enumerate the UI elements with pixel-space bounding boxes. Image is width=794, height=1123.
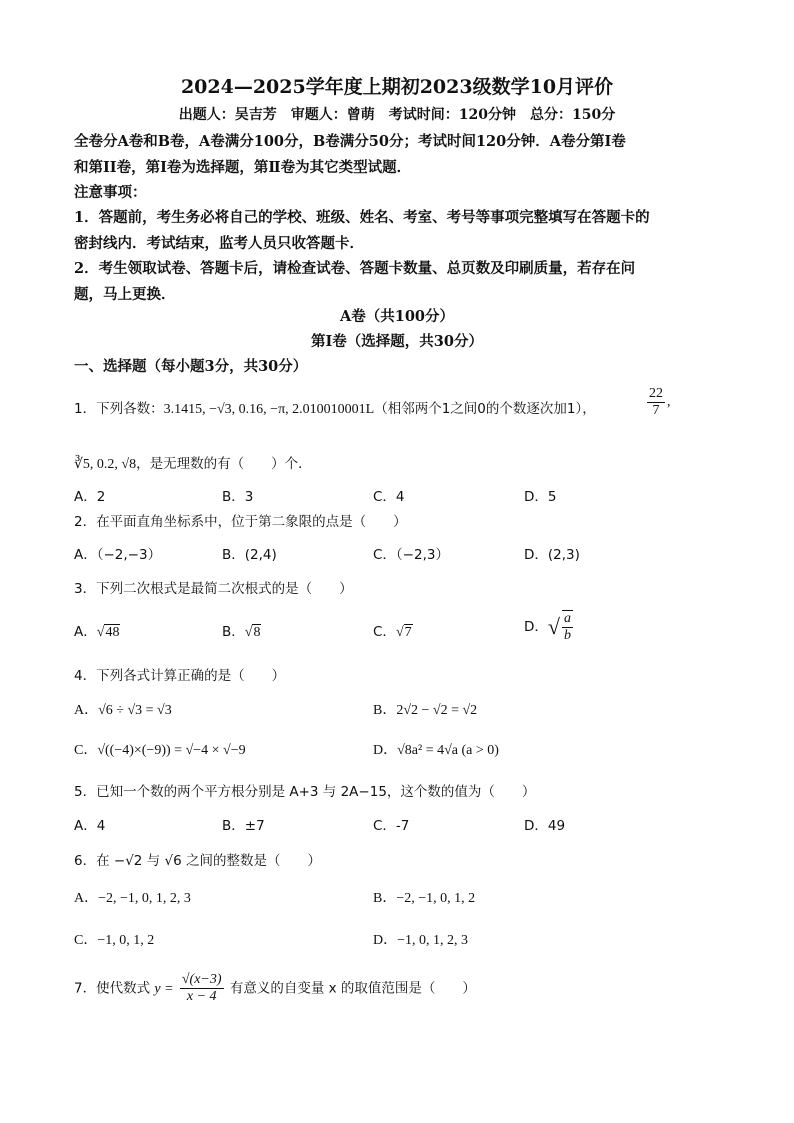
- q1-option-c[interactable]: C．4: [373, 489, 405, 505]
- q5-option-c[interactable]: C．-7: [373, 818, 410, 834]
- q6-option-d[interactable]: D．−1, 0, 1, 2, 3: [373, 933, 469, 948]
- q1-option-a[interactable]: A．2: [74, 489, 106, 505]
- q7-prefix: 7．使代数式: [74, 980, 151, 997]
- q4-option-b[interactable]: B．2√2 − √2 = √2: [373, 703, 478, 718]
- q5-option-d[interactable]: D．49: [524, 818, 566, 834]
- q3-option-c-label: C．: [373, 624, 396, 640]
- q1-line2-math: ∛5, 0.2, √8: [74, 457, 137, 472]
- q5-option-b[interactable]: B．±7: [222, 818, 265, 834]
- q3-option-a[interactable]: A．√48: [74, 624, 120, 640]
- q3-option-b[interactable]: B．√8: [222, 624, 261, 640]
- q2-option-b[interactable]: B．(2,4): [222, 547, 277, 563]
- q1-list: 3.1415, −√3, 0.16, −π, 2.010010001L: [163, 402, 375, 417]
- q1-frac-den: 7: [652, 403, 660, 418]
- q5-stem: 5．已知一个数的两个平方根分别是 A+3 与 2A−15，这个数的值为（ ）: [74, 784, 536, 800]
- section-heading: 一、选择题（每小题3分，共30分）: [74, 358, 308, 375]
- q6-stem: 6．在 −√2 与 √6 之间的整数是（ ）: [74, 853, 321, 869]
- paper-a-heading: A卷（共100分）: [339, 308, 455, 325]
- q7-stem: [74, 972, 476, 1005]
- q7-lhs: y =: [154, 981, 174, 997]
- q3-option-b-radicand: 8: [253, 625, 261, 640]
- q1-frac-num: 22: [649, 386, 663, 401]
- q7-suffix: 有意义的自变量 x 的取值范围是（ ）: [229, 980, 476, 997]
- notice-title: 注意事项：: [74, 184, 147, 201]
- q1-option-d[interactable]: D．5: [524, 489, 557, 505]
- q7-numerator: √(x−3): [181, 972, 222, 987]
- q3-option-a-radicand: 48: [105, 625, 120, 640]
- q4-stem: 4．下列各式计算正确的是（ ）: [74, 668, 286, 684]
- q2-option-d[interactable]: D．(2,3): [524, 547, 580, 563]
- exam-meta: 出题人：吴吉芳 审题人：曾萌 考试时间：120分钟 总分：150分: [178, 107, 616, 123]
- intro-line-1: 全卷分A卷和B卷，A卷满分100分，B卷满分50分；考试时间120分钟．A卷分第Ⅰ卷: [74, 133, 626, 150]
- notice-2a: 2．考生领取试卷、答题卡后，请检查试卷、答题卡数量、总页数及印刷质量，若存在问: [74, 260, 636, 277]
- q3-option-c[interactable]: C．√7: [373, 624, 412, 640]
- q4-option-a[interactable]: A．√6 ÷ √3 = √3: [74, 703, 172, 718]
- q3-option-d-num: a: [563, 611, 571, 626]
- q3-option-d-label: D．: [524, 619, 548, 635]
- q3-stem: 3．下列二次根式是最简二次根式的是（ ）: [74, 581, 353, 597]
- q3-option-d[interactable]: D．√ $\frac{a}{b}$: [524, 611, 571, 643]
- q6-option-c[interactable]: C．−1, 0, 1, 2: [74, 933, 155, 948]
- exam-title: 2024—2025学年度上期初2023级数学10月评价: [180, 76, 614, 98]
- q2-option-a[interactable]: A．（−2,−3）: [74, 547, 162, 563]
- q3-option-c-radicand: 7: [404, 625, 412, 640]
- q2-option-c[interactable]: C．（−2,3）: [373, 547, 449, 563]
- q3-option-d-den: b: [563, 628, 571, 643]
- q6-option-a[interactable]: A．−2, −1, 0, 1, 2, 3: [74, 891, 191, 906]
- q6-option-b[interactable]: B．−2, −1, 0, 1, 2: [373, 891, 476, 906]
- q7-denominator: x − 4: [186, 989, 217, 1004]
- q2-stem: 2．在平面直角坐标系中，位于第二象限的点是（ ）: [74, 514, 407, 530]
- part-1-heading: 第Ⅰ卷（选择题，共30分）: [311, 333, 483, 350]
- intro-line-2: 和第ⅠⅠ卷，第Ⅰ卷为选择题，第Ⅱ卷为其它类型试题．: [74, 159, 412, 176]
- notice-1b: 密封线内．考试结束，监考人员只收答题卡．: [74, 235, 364, 252]
- q1-option-b[interactable]: B．3: [222, 489, 254, 505]
- q1-stem: [74, 397, 596, 418]
- q1-fraction: $\frac{22}{7}$ ,: [649, 386, 671, 418]
- q4-option-c[interactable]: C．√((−4)×(−9)) = √−4 × √−9: [74, 743, 246, 758]
- q1-note: （相邻两个1之间0的个数逐次加1），: [374, 401, 596, 417]
- q5-option-a[interactable]: A．4: [74, 818, 106, 834]
- q1-stem-line2: [74, 452, 312, 473]
- notice-2b: 题，马上更换．: [74, 286, 176, 303]
- q4-option-d[interactable]: D．√8a² = 4√a (a > 0): [373, 743, 499, 758]
- q3-option-b-label: B．: [222, 624, 245, 640]
- q3-option-a-label: A．: [74, 624, 97, 640]
- notice-1a: 1．答题前，考生务必将自己的学校、班级、姓名、考室、考号等事项完整填写在答题卡的: [74, 209, 650, 226]
- q1-line2-text: ，是无理数的有（ ）个．: [136, 456, 312, 472]
- q1-prefix: 1．下列各数：: [74, 401, 164, 417]
